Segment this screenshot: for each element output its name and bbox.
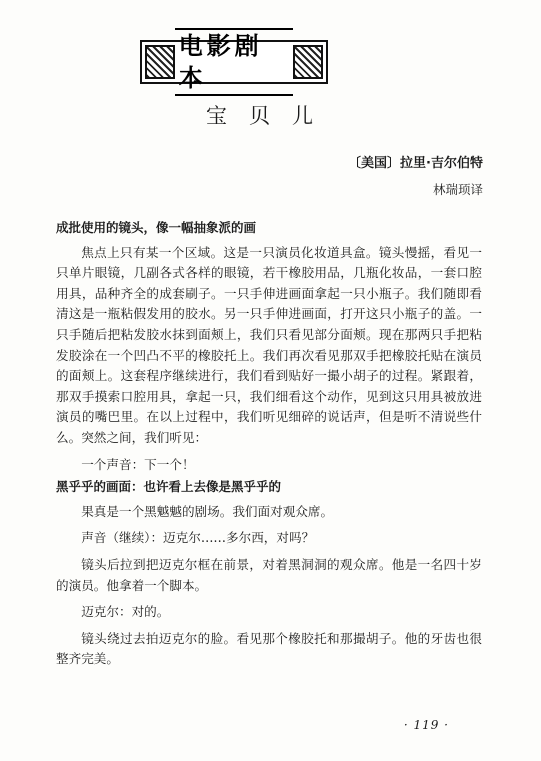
page-number: · 119 · bbox=[403, 718, 449, 732]
paragraph: 果真是一个黑魆魆的剧场。我们面对观众席。 bbox=[81, 503, 334, 519]
translator-line: 林瑞顼译 bbox=[432, 182, 483, 197]
paragraph: 焦点上只有某一个区域。这是一只演员化妆道具盒。镜头慢摇，看见一只单片眼镜，几副各式各样的眼镜，若干橡胶用品，几瓶化妆品，一套口腔用具，品种齐全的成套刷子。一只手伸进画面拿起一只小瓶子。我们随即看清这是一瓶粘假发用的胶水。另一只手伸进画面，打开这只小瓶子的盖。一只手随后把粘发胶水抹到面颊上，我们只看见部分面颊。现在那两只手把粘发胶涂在一个凹凸不平的橡胶托上。我们再次看见那双手把橡胶托贴在演员的面颊上。这套程序继续进行，我们看到贴好一撮小胡子的过程。紧跟着，那双手摸索口腔用具，拿起一只，我们细看这个动作，见到这只用具被放进演员的嘴巴里。在以上过程中，我们听见细碎的说话声，但是听不清说些什么。突然之间，我们听见： bbox=[56, 244, 482, 445]
dialogue-line: 迈克尔：对的。 bbox=[81, 604, 170, 620]
banner-title: 电影剧本 bbox=[175, 28, 294, 96]
author-line: 〔美国〕拉里·吉尔伯特 bbox=[348, 156, 483, 171]
ornament-left-icon bbox=[145, 45, 175, 79]
dialogue-line: 一个声音：下一个！ bbox=[81, 456, 195, 472]
section-banner bbox=[140, 32, 328, 92]
scene-heading: 黑乎乎的画面：也许看上去像是黑乎乎的 bbox=[56, 479, 282, 495]
dialogue-line: 声音（继续）：迈克尔……多尔西，对吗？ bbox=[81, 530, 315, 546]
screenplay-body bbox=[56, 218, 482, 670]
screenplay-title: 宝贝儿 bbox=[206, 104, 335, 128]
ornament-right-icon bbox=[293, 45, 323, 79]
scene-heading: 成批使用的镜头，像一幅抽象派的画 bbox=[56, 220, 257, 235]
paragraph: 镜头后拉到把迈克尔框在前景，对着黑洞洞的观众席。他是一名四十岁的演员。他拿着一个脚本。 bbox=[56, 556, 482, 593]
paragraph: 镜头绕过去拍迈克尔的脸。看见那个橡胶托和那撮胡子。他的牙齿也很整齐完美。 bbox=[56, 630, 482, 667]
